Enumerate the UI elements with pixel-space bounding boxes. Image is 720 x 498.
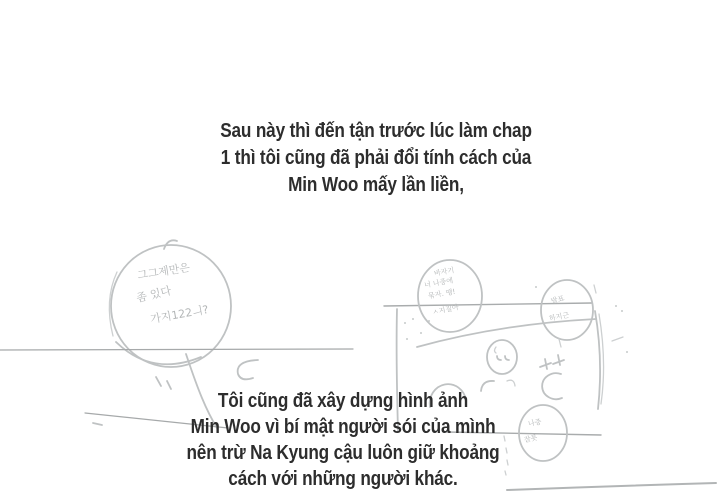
- caption-line: 1 thì tôi cũng đã phải đổi tính cách của: [220, 147, 532, 169]
- handwritten-scribble: 좀 있다: [135, 284, 173, 305]
- handwritten-scribble: 가지122ㅢ?: [149, 302, 210, 326]
- caption-line: Min Woo mấy lần liền,: [288, 174, 464, 196]
- handwritten-scribble: 나중: [527, 417, 543, 429]
- handwritten-scribble: 그그제만은: [136, 260, 191, 283]
- panel-interior-arc: [417, 319, 596, 347]
- handwritten-scribble: 하지근: [548, 311, 570, 323]
- handwritten-scribble: 너 나중에: [423, 276, 454, 290]
- caption-line: cách với những người khác.: [228, 468, 458, 490]
- handwritten-scribble: 바자기: [433, 266, 455, 278]
- caption-line: Sau này thì đến tận trước lúc làm chap: [220, 120, 532, 142]
- handwritten-scribble: 잘못: [523, 433, 539, 445]
- caption-line: Min Woo vì bí mật người sói của mình: [190, 416, 496, 438]
- caption-top: [195, 118, 556, 199]
- caption-bottom: [162, 388, 523, 492]
- caption-line: Tôi cũng đã xây dựng hình ảnh: [217, 390, 469, 412]
- hash-marks-sketch: [540, 355, 564, 369]
- caption-line: nên trừ Na Kyung cậu luôn giữ khoảng: [186, 442, 500, 464]
- handwritten-scribble: ㅅ지질아: [431, 303, 460, 317]
- bottom-right-line: [507, 483, 716, 490]
- character-face-sketch: [487, 340, 517, 374]
- ruled-line-left: [0, 349, 353, 350]
- handwritten-scribble: 묶자. 땡!: [427, 287, 457, 301]
- open-circle-sketch: [542, 373, 562, 399]
- handwritten-scribble: 발표: [550, 294, 566, 306]
